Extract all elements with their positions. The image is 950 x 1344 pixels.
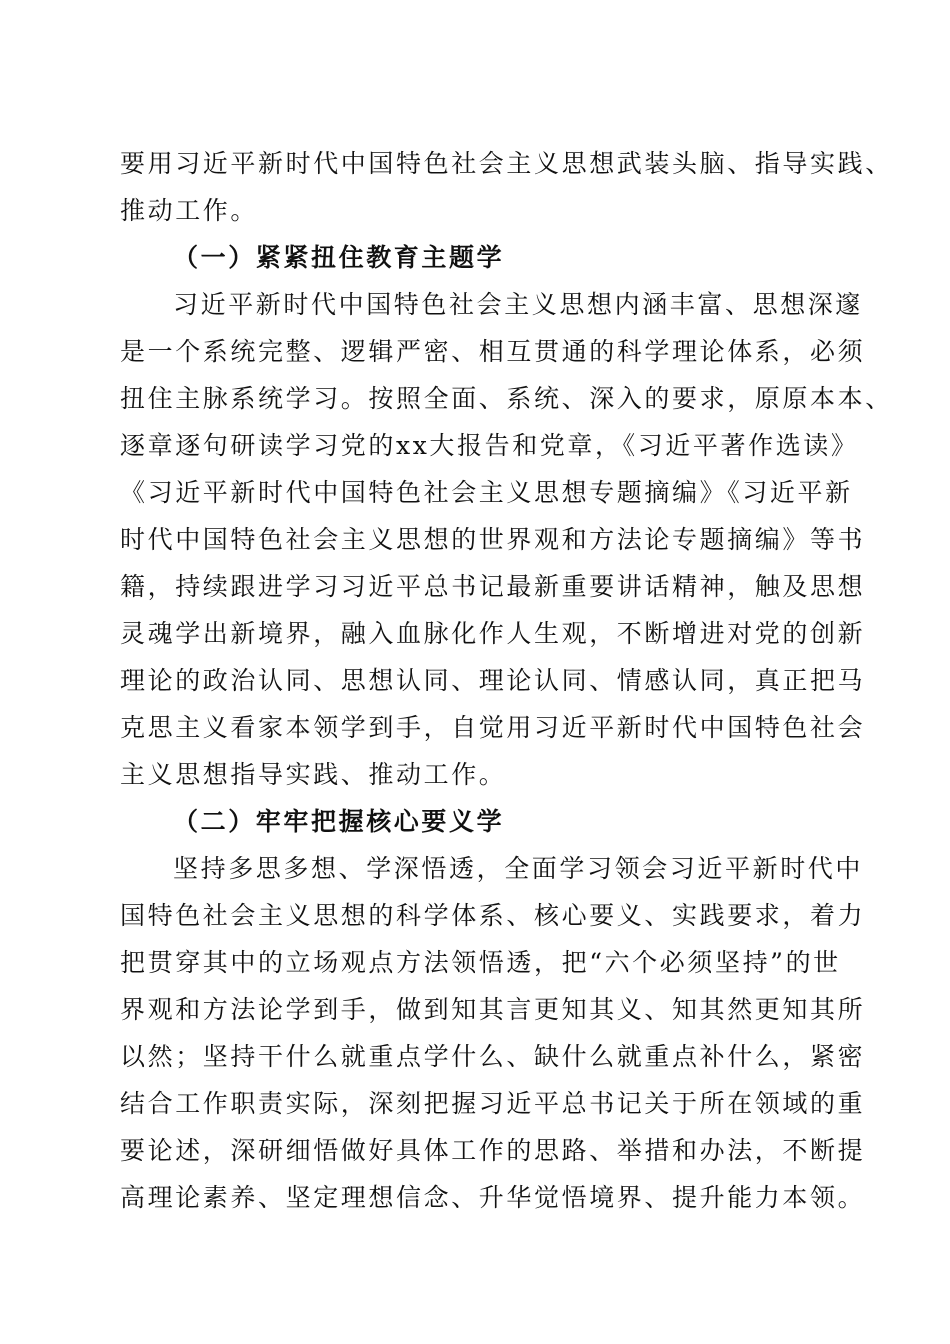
- text-line: 是一个系统完整、逻辑严密、相互贯通的科学理论体系，必须: [120, 337, 866, 366]
- text-line: 时代中国特色社会主义思想的世界观和方法论专题摘编》等书: [120, 525, 866, 554]
- text-line: 逐章逐句研读学习党的xx大报告和党章，《习近平著作选读》: [120, 431, 859, 460]
- text-line: 扭住主脉系统学习。按照全面、系统、深入的要求，原原本本、: [120, 384, 893, 413]
- section-heading-2: [120, 798, 836, 845]
- section-heading-1: [120, 234, 836, 281]
- paragraph-1: [120, 281, 893, 798]
- paragraph-2: [120, 845, 866, 1221]
- text-line: 以然；坚持干什么就重点学什么、缺什么就重点补什么，紧密: [120, 1042, 866, 1071]
- text-line: 要论述，深研细悟做好具体工作的思路、举措和办法，不断提: [120, 1136, 866, 1165]
- text-line: 推动工作。: [120, 196, 259, 225]
- text-line: 《习近平新时代中国特色社会主义思想专题摘编》《习近平新: [120, 478, 853, 507]
- text-line: 灵魂学出新境界，融入血脉化作人生观，不断增进对党的创新: [120, 619, 866, 648]
- text-line: 国特色社会主义思想的科学体系、核心要义、实践要求，着力: [120, 901, 866, 930]
- heading-text: （一）紧紧扭住教育主题学: [173, 243, 505, 272]
- text-line: 籍，持续跟进学习习近平总书记最新重要讲话精神，触及思想: [120, 572, 866, 601]
- text-line: 理论的政治认同、思想认同、理论认同、情感认同，真正把马: [120, 666, 866, 695]
- text-line: 高理论素养、坚定理想信念、升华觉悟境界、提升能力本领。: [120, 1183, 866, 1212]
- text-line: 界观和方法论学到手，做到知其言更知其义、知其然更知其所: [120, 995, 866, 1024]
- text-line: 要用习近平新时代中国特色社会主义思想武装头脑、指导实践、: [120, 149, 893, 178]
- document-page: [120, 140, 893, 1221]
- paragraph-continuation: [120, 140, 893, 234]
- text-line: 把贯穿其中的立场观点方法领悟透，把“六个必须坚持”的世: [120, 948, 841, 977]
- text-line: 主义思想指导实践、推动工作。: [120, 760, 507, 789]
- text-line: 克思主义看家本领学到手，自觉用习近平新时代中国特色社会: [120, 713, 866, 742]
- text-line: 坚持多思多想、学深悟透，全面学习领会习近平新时代中: [173, 854, 864, 883]
- text-line: 结合工作职责实际，深刻把握习近平总书记关于所在领域的重: [120, 1089, 866, 1118]
- text-line: 习近平新时代中国特色社会主义思想内涵丰富、思想深邃: [173, 290, 864, 319]
- heading-text: （二）牢牢把握核心要义学: [173, 807, 505, 836]
